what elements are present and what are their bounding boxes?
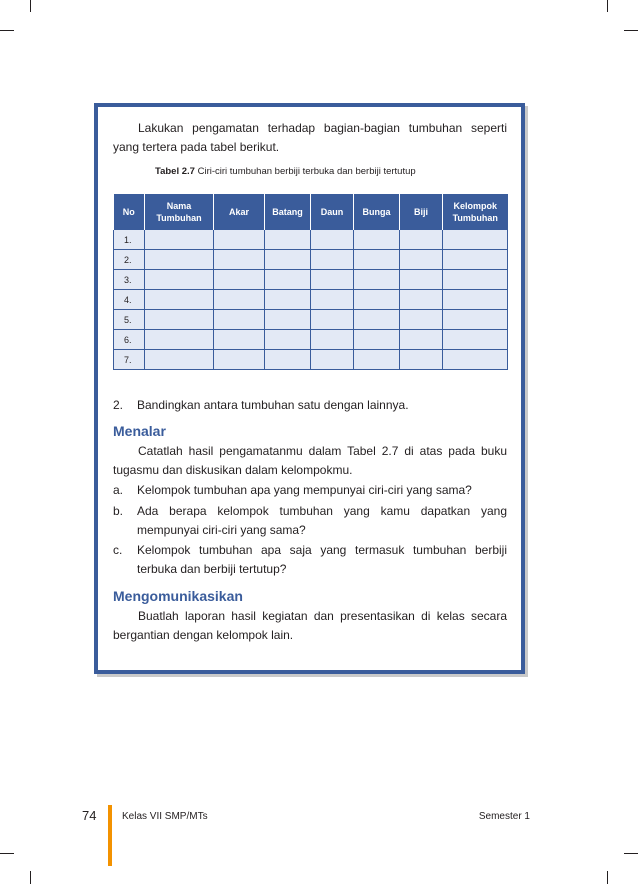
intro-line-2: yang tertera pada tabel berikut.: [113, 140, 280, 154]
question-b-label: b.: [113, 504, 124, 518]
table-cell: [400, 290, 443, 310]
table-cell: [443, 270, 508, 290]
row-number: 4.: [114, 290, 145, 310]
table-cell: [400, 270, 443, 290]
table-cell: [400, 330, 443, 350]
question-b: [113, 502, 507, 540]
header-biji: Biji: [400, 194, 443, 230]
table-cell: [354, 250, 400, 270]
question-a-label: a.: [113, 483, 124, 497]
table-cell: [400, 250, 443, 270]
table-cell: [265, 330, 311, 350]
table-cell: [145, 310, 214, 330]
table-cell: [400, 350, 443, 370]
mengomunikasikan-line-2: bergantian dengan kelompok lain.: [113, 628, 294, 642]
table-cell: [145, 270, 214, 290]
table-caption: [155, 166, 416, 177]
table-cell: [443, 310, 508, 330]
table-cell: [311, 310, 354, 330]
table-cell: [145, 350, 214, 370]
intro-line-1: Lakukan pengamatan terhadap bagian-bagian tumbuhan seperti: [138, 121, 507, 135]
question-c-label: c.: [113, 543, 123, 557]
header-nama-tumbuhan: Nama Tumbuhan: [145, 194, 214, 230]
table-cell: [214, 330, 265, 350]
crop-mark: [624, 853, 638, 854]
page-number: 74: [82, 808, 97, 823]
footer-class-label: Kelas VII SMP/MTs: [122, 811, 208, 822]
header-no: No: [114, 194, 145, 230]
table-cell: [265, 350, 311, 370]
menalar-heading: Menalar: [113, 423, 166, 439]
table-cell: [443, 230, 508, 250]
table-cell: [145, 250, 214, 270]
header-batang: Batang: [265, 194, 311, 230]
question-a: [113, 481, 507, 500]
question-c: [113, 541, 507, 579]
table-cell: [443, 350, 508, 370]
crop-mark: [624, 30, 638, 31]
header-kelompok-tumbuhan: Kelompok Tumbuhan: [443, 194, 508, 230]
table-cell: [145, 330, 214, 350]
table-cell: [265, 230, 311, 250]
table-row: [114, 250, 508, 270]
table-cell: [145, 290, 214, 310]
row-number: 5.: [114, 310, 145, 330]
instruction-2: [113, 396, 507, 415]
question-b-text: Ada berapa kelompok tumbuhan yang kamu dapatkan yang mempunyai ciri-ciri yang sama?: [137, 504, 507, 537]
table-cell: [214, 290, 265, 310]
menalar-line-2: tugasmu dan diskusikan dalam kelompokmu.: [113, 463, 353, 477]
header-akar: Akar: [214, 194, 265, 230]
mengomunikasikan-line-1: Buatlah laporan hasil kegiatan dan presentasikan di kelas secara: [138, 609, 507, 623]
row-number: 7.: [114, 350, 145, 370]
table-cell: [354, 350, 400, 370]
table-cell: [145, 230, 214, 250]
table-cell: [354, 310, 400, 330]
header-daun: Daun: [311, 194, 354, 230]
table-cell: [214, 270, 265, 290]
row-number: 3.: [114, 270, 145, 290]
row-number: 1.: [114, 230, 145, 250]
table-cell: [443, 290, 508, 310]
table-cell: [265, 290, 311, 310]
question-c-text: Kelompok tumbuhan apa saja yang termasuk tumbuhan berbiji terbuka dan berbiji tertutup?: [137, 543, 507, 576]
table-cell: [311, 350, 354, 370]
crop-mark: [607, 0, 608, 12]
table-row: [114, 290, 508, 310]
row-number: 6.: [114, 330, 145, 350]
table-cell: [400, 310, 443, 330]
table-cell: [354, 230, 400, 250]
table-cell: [214, 230, 265, 250]
observation-table: [113, 194, 508, 370]
table-cell: [265, 250, 311, 270]
table-row: [114, 350, 508, 370]
menalar-line-1: Catatlah hasil pengamatanmu dalam Tabel 2.7 di atas pada buku: [138, 444, 507, 458]
table-cell: [214, 310, 265, 330]
row-number: 2.: [114, 250, 145, 270]
table-cell: [265, 270, 311, 290]
table-cell: [443, 250, 508, 270]
crop-mark: [0, 30, 14, 31]
instruction-2-label: 2.: [113, 398, 124, 412]
table-row: [114, 230, 508, 250]
table-row: [114, 330, 508, 350]
table-row: [114, 310, 508, 330]
footer-accent-bar: [108, 805, 112, 866]
table-cell: [265, 310, 311, 330]
table-cell: [311, 270, 354, 290]
table-cell: [311, 330, 354, 350]
table-cell: [443, 330, 508, 350]
crop-mark: [0, 853, 14, 854]
crop-mark: [607, 871, 608, 884]
table-row: [114, 270, 508, 290]
crop-mark: [30, 871, 31, 884]
table-caption-label: Tabel 2.7: [155, 166, 195, 177]
table-cell: [214, 350, 265, 370]
question-a-text: Kelompok tumbuhan apa yang mempunyai ciri-ciri yang sama?: [137, 483, 472, 497]
table-cell: [214, 250, 265, 270]
table-header-row: [114, 194, 508, 230]
crop-mark: [30, 0, 31, 12]
table-caption-text: Ciri-ciri tumbuhan berbiji terbuka dan berbiji tertutup: [194, 166, 416, 177]
header-bunga: Bunga: [354, 194, 400, 230]
table-cell: [354, 330, 400, 350]
table-cell: [311, 230, 354, 250]
table-cell: [400, 230, 443, 250]
footer-semester-label: Semester 1: [478, 811, 530, 822]
table-cell: [311, 250, 354, 270]
mengomunikasikan-heading: Mengomunikasikan: [113, 588, 243, 604]
table-cell: [354, 270, 400, 290]
table-cell: [354, 290, 400, 310]
table-cell: [311, 290, 354, 310]
instruction-2-text: Bandingkan antara tumbuhan satu dengan lainnya.: [137, 398, 409, 412]
